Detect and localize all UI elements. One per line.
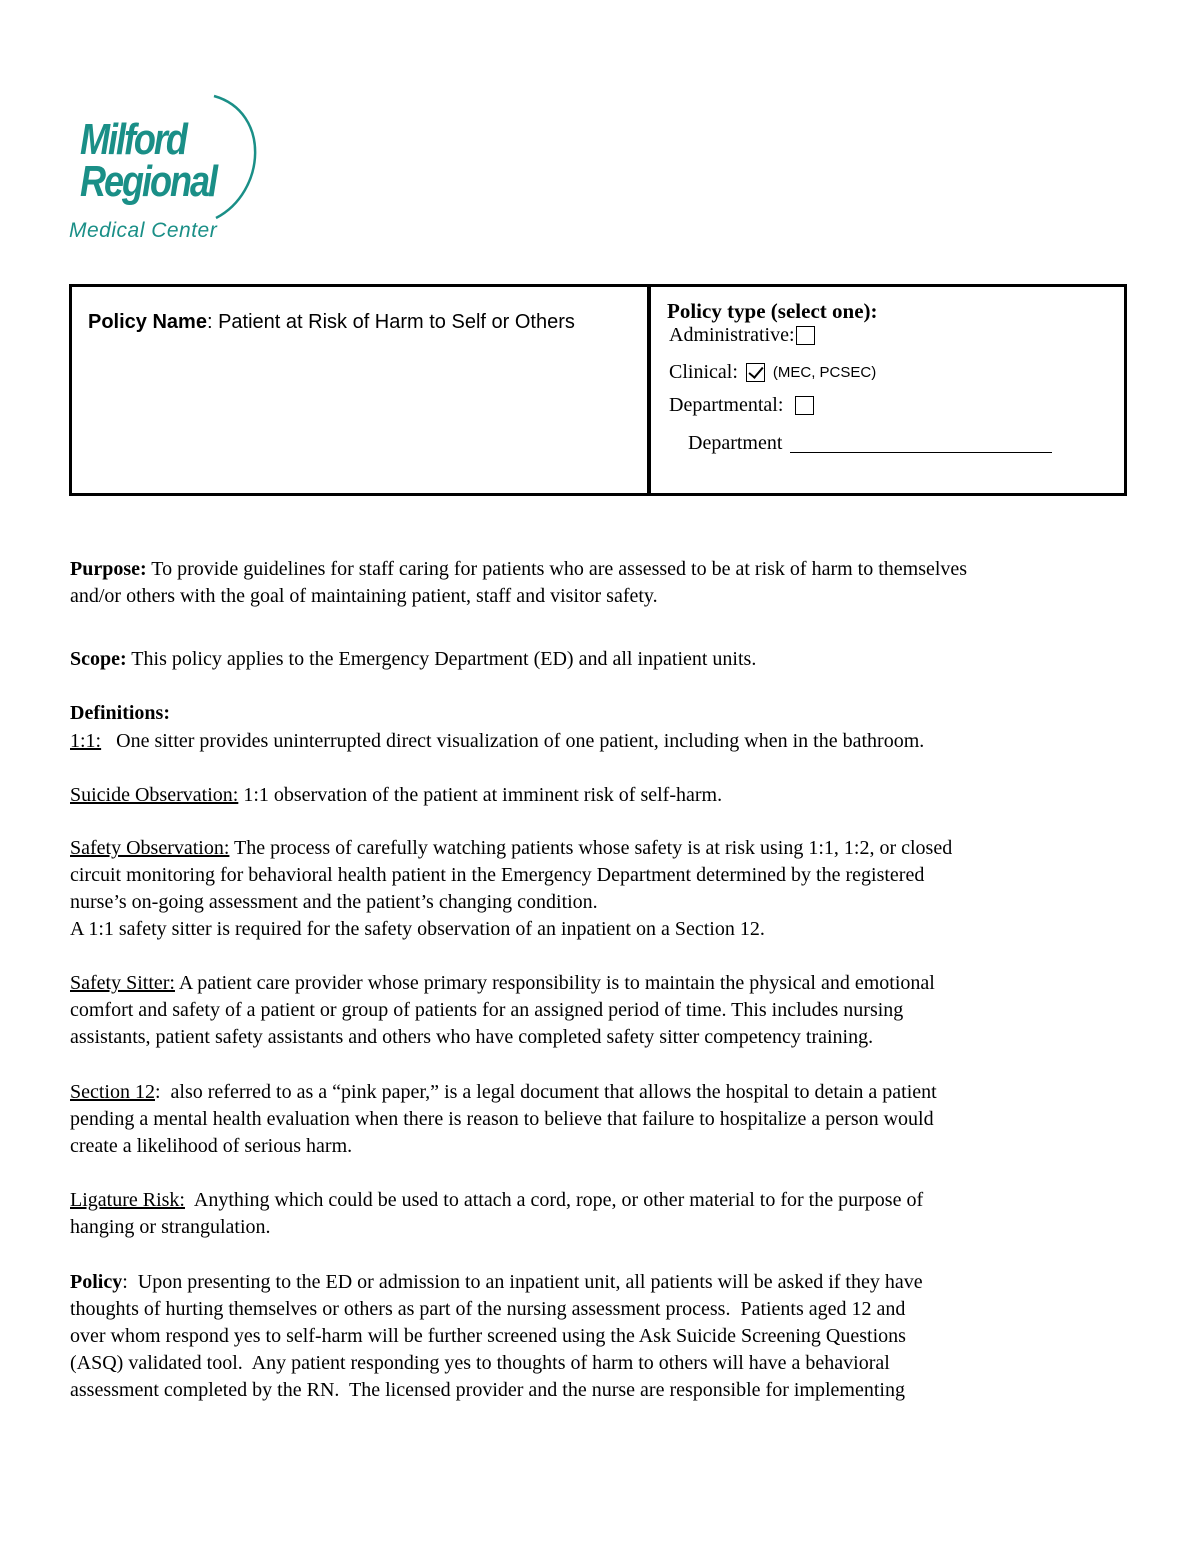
policy-label: Policy [70, 1271, 123, 1293]
safety-observation-line-1: The process of carefully watching patients whose safety is at risk using 1:1, 1:2, or closed [229, 837, 953, 859]
safety-observation-line-3: nurse’s on-going assessment and the patient’s changing condition. [70, 891, 598, 913]
scope-section [70, 646, 1150, 673]
definition-safety-observation [70, 835, 1150, 943]
policy-line-3: over whom respond yes to self-harm will be further screened using the Ask Suicide Screening Questions [70, 1325, 906, 1347]
ligature-risk-line-1: Anything which could be used to attach a cord, rope, or other material to for the purpose of [184, 1189, 924, 1211]
clinical-note: (MEC, PCSEC) [772, 364, 877, 381]
policy-type-administrative [669, 324, 815, 347]
policy-section [70, 1269, 1150, 1404]
logo-line-medical-center: Medical Center [69, 219, 218, 242]
clinical-checkbox[interactable] [746, 363, 765, 382]
one-to-one-term: 1:1: [70, 730, 102, 752]
policy-line-5: assessment completed by the RN. The licensed provider and the nurse are responsible for implementing [70, 1379, 905, 1401]
departmental-label: Departmental: [669, 394, 784, 416]
safety-sitter-line-3: assistants, patient safety assistants and others who have completed safety sitter competency training. [70, 1026, 874, 1048]
ligature-risk-term: Ligature Risk: [70, 1189, 185, 1211]
ligature-risk-line-2: hanging or strangulation. [70, 1216, 271, 1238]
purpose-line-1: To provide guidelines for staff caring for patients who are assessed to be at risk of harm to themselves [146, 558, 968, 580]
section-12-line-1: : also referred to as a “pink paper,” is a legal document that allows the hospital to detain a patient [155, 1081, 937, 1103]
purpose-section [70, 556, 1150, 610]
policy-name-cell [72, 287, 651, 493]
policy-type-departmental [669, 394, 814, 417]
department-field [688, 432, 1052, 455]
definition-one-to-one [70, 728, 1150, 755]
one-to-one-text: One sitter provides uninterrupted direct visualization of one patient, including when in the bathroom. [101, 730, 925, 752]
policy-type-heading: Policy type (select one): [667, 299, 878, 323]
section-12-term: Section 12 [70, 1081, 155, 1103]
policy-name-label: Policy Name [88, 311, 207, 333]
safety-sitter-line-1: A patient care provider whose primary responsibility is to maintain the physical and emotional [174, 972, 935, 994]
purpose-label: Purpose: [70, 558, 147, 580]
policy-line-4: (ASQ) validated tool. Any patient responding yes to thoughts of harm to others will have a behavioral [70, 1352, 890, 1374]
logo-line-milford: Milford [80, 115, 186, 164]
definitions-heading: Definitions: [70, 702, 170, 724]
definition-safety-sitter [70, 970, 1150, 1051]
safety-observation-line-2: circuit monitoring for behavioral health patient in the Emergency Department determined by the registered [70, 864, 925, 886]
policy-name [88, 311, 575, 334]
purpose-line-2: and/or others with the goal of maintaining patient, staff and visitor safety. [70, 585, 658, 607]
definition-suicide-observation [70, 782, 1150, 809]
policy-line-2: thoughts of hurting themselves or others as part of the nursing assessment process. Patients aged 12 and [70, 1298, 906, 1320]
definitions-heading-block [70, 700, 1150, 727]
departmental-checkbox[interactable] [795, 396, 814, 415]
definition-section-12 [70, 1079, 1150, 1160]
policy-type-cell [651, 287, 1124, 493]
department-label: Department [688, 432, 783, 454]
scope-label: Scope: [70, 648, 127, 670]
safety-sitter-line-2: comfort and safety of a patient or group of patients for an assigned period of time. This includes nursing [70, 999, 904, 1021]
policy-header-box [69, 284, 1127, 496]
policy-type-clinical [669, 361, 876, 384]
suicide-observation-term: Suicide Observation: [70, 784, 239, 806]
scope-text: This policy applies to the Emergency Department (ED) and all inpatient units. [126, 648, 757, 670]
clinical-label: Clinical: [669, 361, 738, 383]
policy-line-1: : Upon presenting to the ED or admission to an inpatient unit, all patients will be asked if they have [122, 1271, 923, 1293]
department-input-line[interactable] [790, 434, 1052, 453]
definition-ligature-risk [70, 1187, 1150, 1241]
section-12-line-2: pending a mental health evaluation when there is reason to believe that failure to hospitalize a person would [70, 1108, 934, 1130]
administrative-checkbox[interactable] [796, 326, 815, 345]
policy-name-value: : Patient at Risk of Harm to Self or Others [206, 311, 575, 333]
milford-regional-logo [66, 92, 266, 252]
suicide-observation-text: 1:1 observation of the patient at imminent risk of self-harm. [238, 784, 723, 806]
administrative-label: Administrative: [669, 324, 795, 346]
safety-observation-line-4: A 1:1 safety sitter is required for the safety observation of an inpatient on a Section 12. [70, 918, 765, 940]
safety-observation-term: Safety Observation: [70, 837, 230, 859]
logo-line-regional: Regional [80, 157, 216, 206]
safety-sitter-term: Safety Sitter: [70, 972, 175, 994]
section-12-line-3: create a likelihood of serious harm. [70, 1135, 353, 1157]
